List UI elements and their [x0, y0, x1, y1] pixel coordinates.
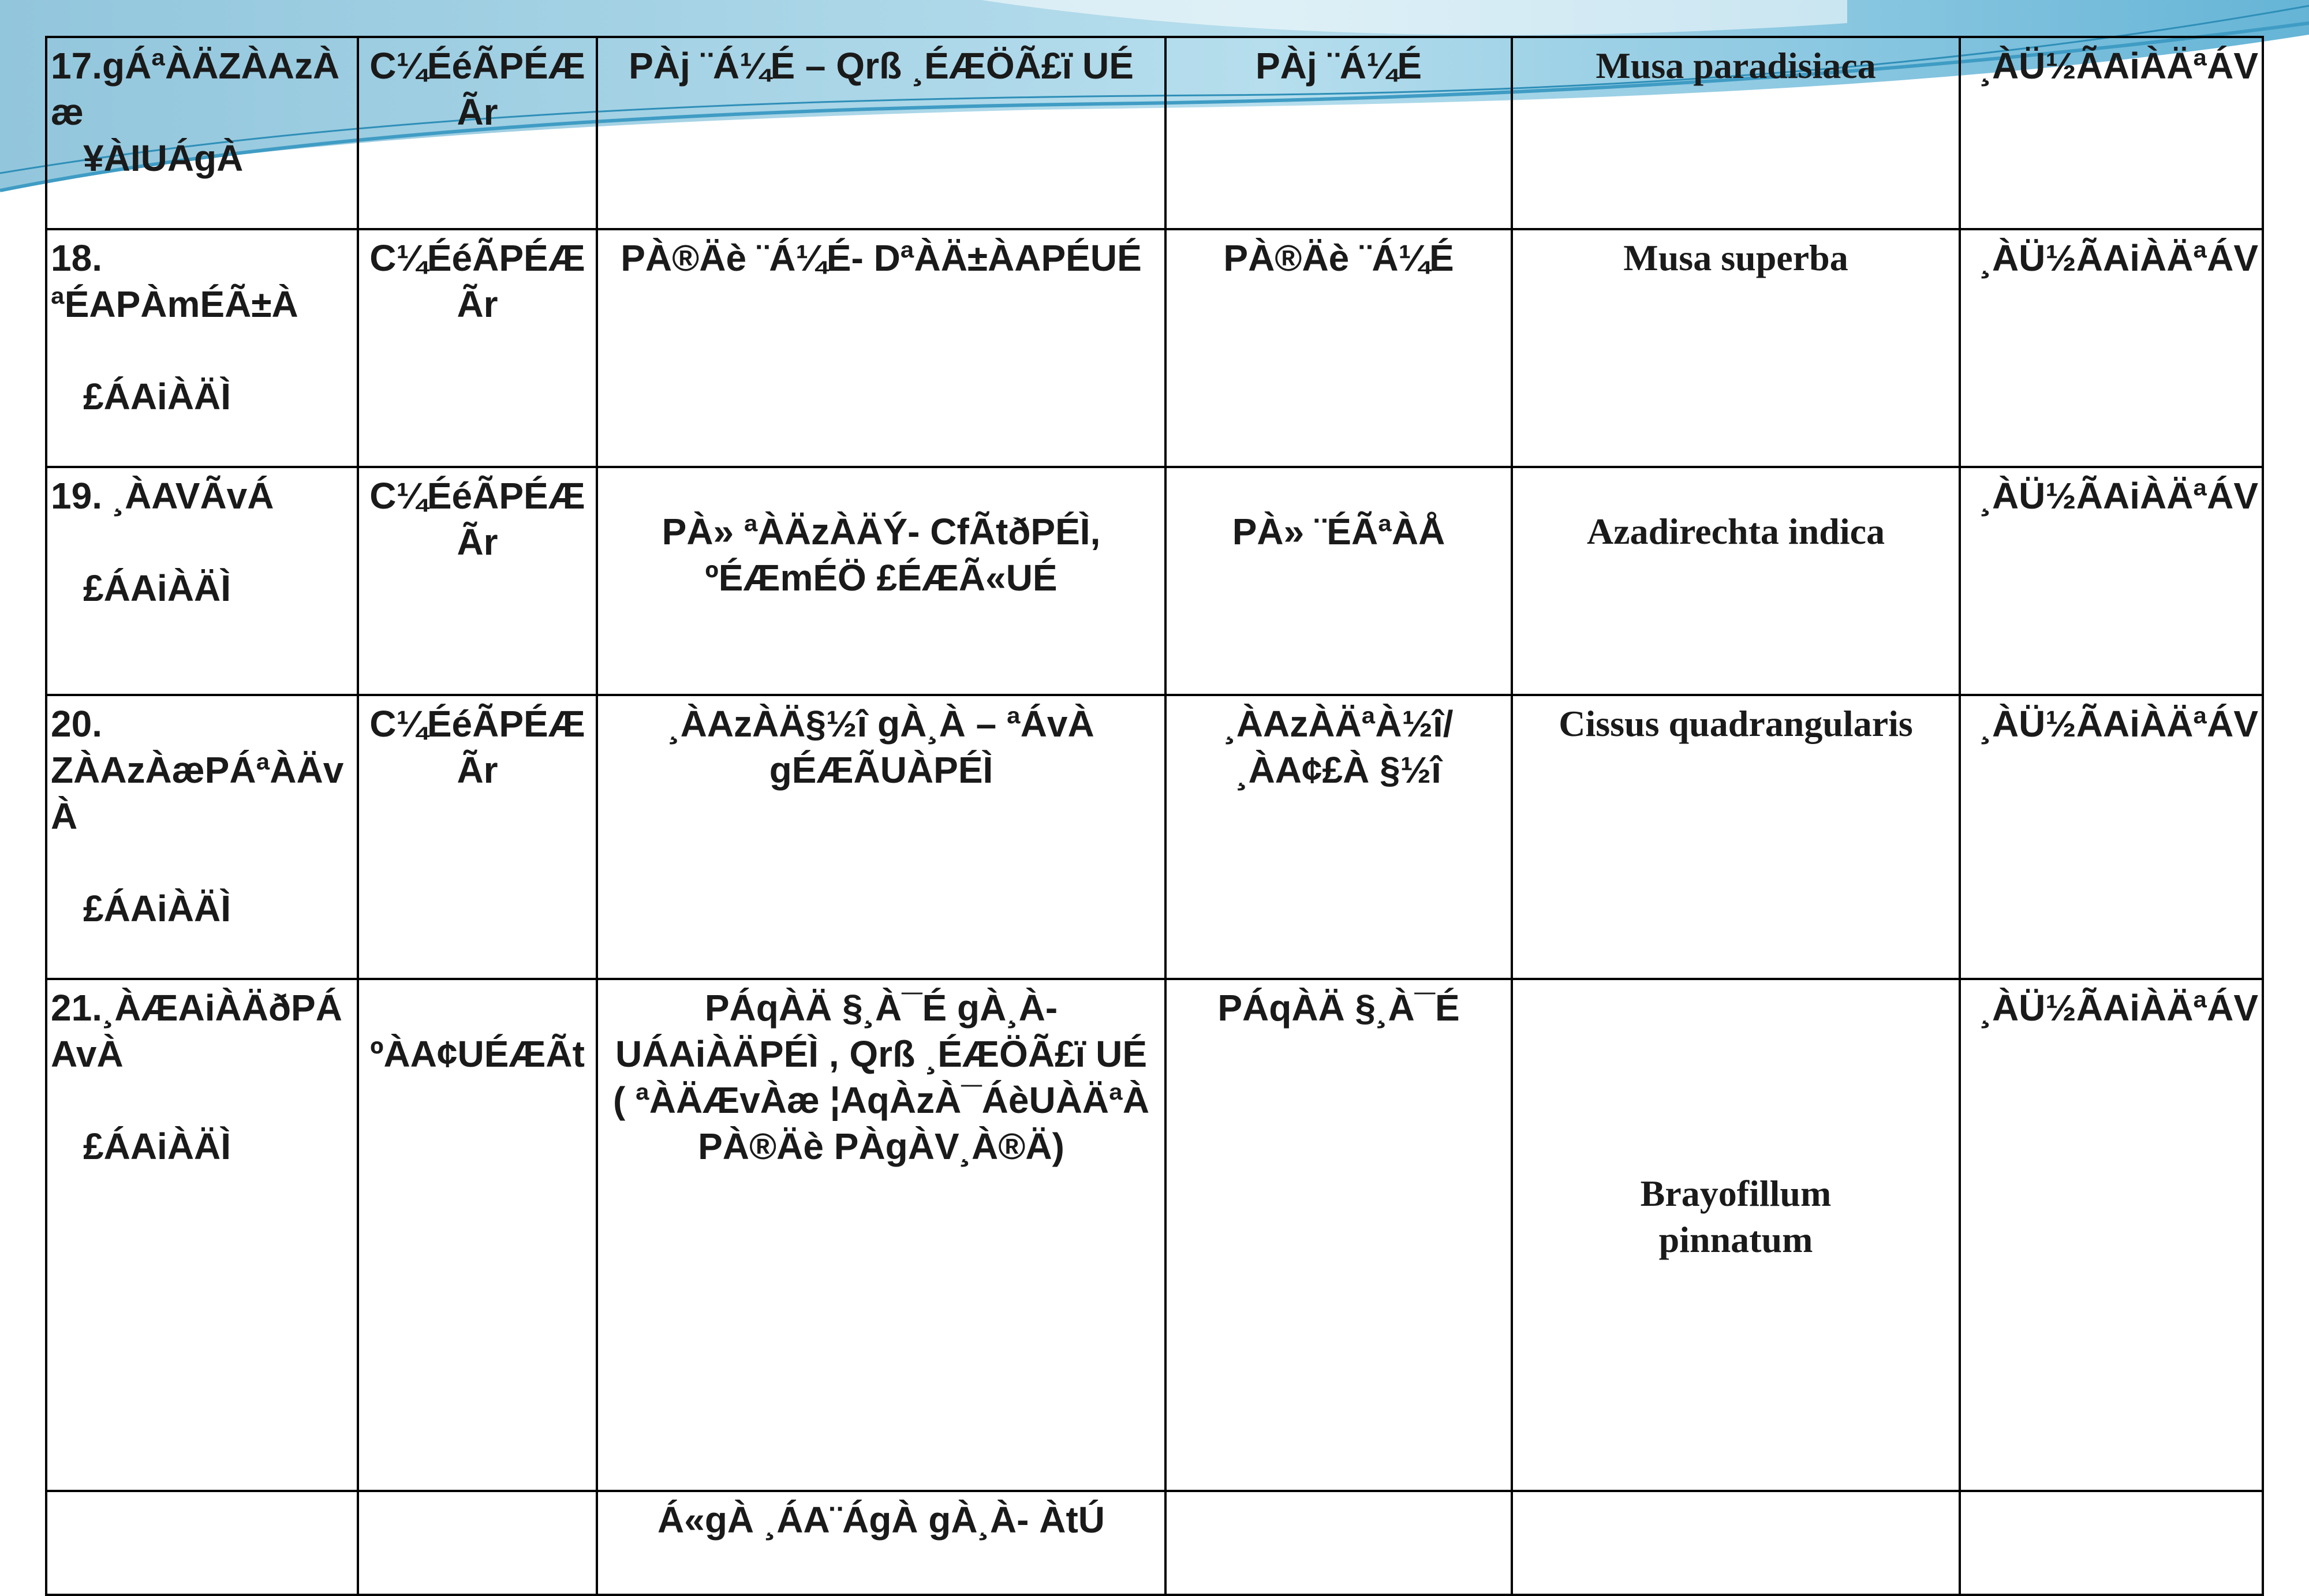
- table-row: [46, 229, 2263, 467]
- category-cell: C¼ÉéÃPÉÆ Ãr: [358, 229, 597, 467]
- table-row: [46, 695, 2263, 979]
- local-name-cell: PÀ®Äè ¨Á¼É: [1165, 229, 1512, 467]
- botanical-name-cell: Brayofillum pinnatum: [1512, 979, 1960, 1491]
- usage-cell: PÀ®Äè ¨Á¼É- DªÀÄ±ÀAPÉUÉ: [597, 229, 1165, 467]
- botanical-name-cell: Musa paradisiaca: [1512, 37, 1960, 229]
- table-row: [46, 1491, 2263, 1595]
- serial-name-cell: 18. ªÉAPÀmÉÃ±À £ÁAiÀÄÌ: [46, 229, 358, 467]
- category-cell: C¼ÉéÃPÉÆ Ãr: [358, 695, 597, 979]
- table-row: [46, 979, 2263, 1491]
- category-cell: C¼ÉéÃPÉÆ Ãr: [358, 467, 597, 695]
- herbal-plants-table: [45, 36, 2264, 1596]
- usage-cell: Á«gÀ ¸ÁA¨ÁgÀ gÀ¸À- ÀtÚ: [597, 1491, 1165, 1595]
- availability-cell: [1960, 1491, 2263, 1595]
- availability-cell: ¸ÀÜ½ÃAiÀÄªÁV: [1960, 695, 2263, 979]
- availability-cell: ¸ÀÜ½ÃAiÀÄªÁV: [1960, 37, 2263, 229]
- table-row: [46, 467, 2263, 695]
- botanical-name-cell: Azadirechta indica: [1512, 467, 1960, 695]
- usage-cell: PÀj ¨Á¼É – Qrß ¸ÉÆÖÃ£ï UÉ: [597, 37, 1165, 229]
- botanical-name-cell: [1512, 1491, 1960, 1595]
- serial-name-cell: 20. ZÀAzÀæPÁªÀÄv À £ÁAiÀÄÌ: [46, 695, 358, 979]
- usage-cell: PÀ» ªÀÄzÀÄÝ- CfÃtðPÉÌ, ºÉÆmÉÖ £ÉÆÃ«UÉ: [597, 467, 1165, 695]
- local-name-cell: ¸ÀAzÀÄªÀ½î/ ¸ÀA¢£À §½î: [1165, 695, 1512, 979]
- local-name-cell: PÀ» ¨ÉÃªÀÅ: [1165, 467, 1512, 695]
- botanical-name-cell: Cissus quadrangularis: [1512, 695, 1960, 979]
- availability-cell: ¸ÀÜ½ÃAiÀÄªÁV: [1960, 467, 2263, 695]
- category-cell: ºÀA¢UÉÆÃt: [358, 979, 597, 1491]
- local-name-cell: PÀj ¨Á¼É: [1165, 37, 1512, 229]
- local-name-cell: [1165, 1491, 1512, 1595]
- serial-name-cell: 19. ¸ÀAVÃvÁ £ÁAiÀÄÌ: [46, 467, 358, 695]
- table-row: [46, 37, 2263, 229]
- local-name-cell: PÁqÀÄ §¸À¯É: [1165, 979, 1512, 1491]
- serial-name-cell: [46, 1491, 358, 1595]
- availability-cell: ¸ÀÜ½ÃAiÀÄªÁV: [1960, 979, 2263, 1491]
- serial-name-cell: 21.¸ÀÆAiÀÄðPÁ AvÀ £ÁAiÀÄÌ: [46, 979, 358, 1491]
- botanical-name-cell: Musa superba: [1512, 229, 1960, 467]
- usage-cell: PÁqÀÄ §¸À¯É gÀ¸À- UÁAiÀÄPÉÌ , Qrß ¸ÉÆÖÃ£ï UÉ ( ªÀÄÆvÀæ ¦AqÀzÀ¯ÁèUÀÄªÀ PÀ®Äè PÀgÀV¸À®Ä): [597, 979, 1165, 1491]
- usage-cell: ¸ÀAzÀÄ§½î gÀ¸À – ªÁvÀ gÉÆÃUÀPÉÌ: [597, 695, 1165, 979]
- category-cell: C¼ÉéÃPÉÆ Ãr: [358, 37, 597, 229]
- category-cell: [358, 1491, 597, 1595]
- availability-cell: ¸ÀÜ½ÃAiÀÄªÁV: [1960, 229, 2263, 467]
- serial-name-cell: 17.gÁªÀÄZÀAzÀ æ ¥ÀIUÁgÀ: [46, 37, 358, 229]
